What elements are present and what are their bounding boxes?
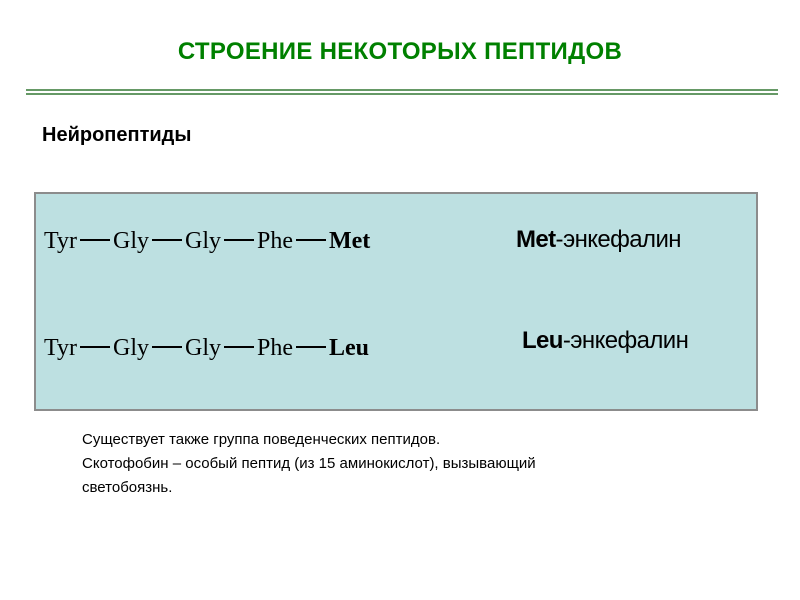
peptide-bond: [152, 239, 182, 241]
peptide-bond: [296, 346, 326, 348]
note-text: [82, 428, 722, 500]
residue-gly: Gly: [184, 227, 221, 254]
peptide-chain-leu: [44, 333, 369, 363]
residue-phe: Phe: [256, 334, 293, 361]
peptide-name-prefix: Leu: [522, 327, 563, 354]
residue-gly: Gly: [112, 227, 149, 254]
note-line: Скотофобин – особый пептид (из 15 аминокислот), вызывающий: [82, 455, 536, 472]
peptide-bond: [152, 346, 182, 348]
peptide-bond: [80, 346, 110, 348]
divider-line-top: [26, 89, 778, 91]
peptide-name-suffix: -энкефалин: [562, 327, 689, 354]
section-heading: Нейропептиды: [42, 124, 192, 146]
slide-title: СТРОЕНИЕ НЕКОТОРЫХ ПЕПТИДОВ: [177, 38, 623, 65]
residue-gly: Gly: [112, 334, 149, 361]
residue-tyr: Tyr: [44, 334, 77, 361]
note-line: Существует также группа поведенческих пептидов.: [82, 431, 441, 448]
note-line: светобоязнь.: [82, 479, 173, 496]
residue-leu: Leu: [328, 334, 369, 361]
peptide-bond: [80, 239, 110, 241]
peptide-name-suffix: -энкефалин: [555, 226, 681, 253]
residue-gly: Gly: [184, 334, 221, 361]
peptide-name-met-enkephalin: [516, 226, 681, 254]
peptide-name-prefix: Met: [516, 226, 556, 253]
peptide-name-leu-enkephalin: [522, 327, 688, 355]
peptide-bond: [296, 239, 326, 241]
peptide-panel: [34, 192, 758, 411]
divider-line-bottom: [26, 93, 778, 95]
title-divider: [26, 89, 778, 96]
peptide-chain-met: [44, 226, 370, 256]
residue-phe: Phe: [256, 227, 293, 254]
residue-met: Met: [328, 227, 371, 254]
peptide-bond: [224, 346, 254, 348]
residue-tyr: Tyr: [44, 227, 77, 254]
peptide-bond: [224, 239, 254, 241]
